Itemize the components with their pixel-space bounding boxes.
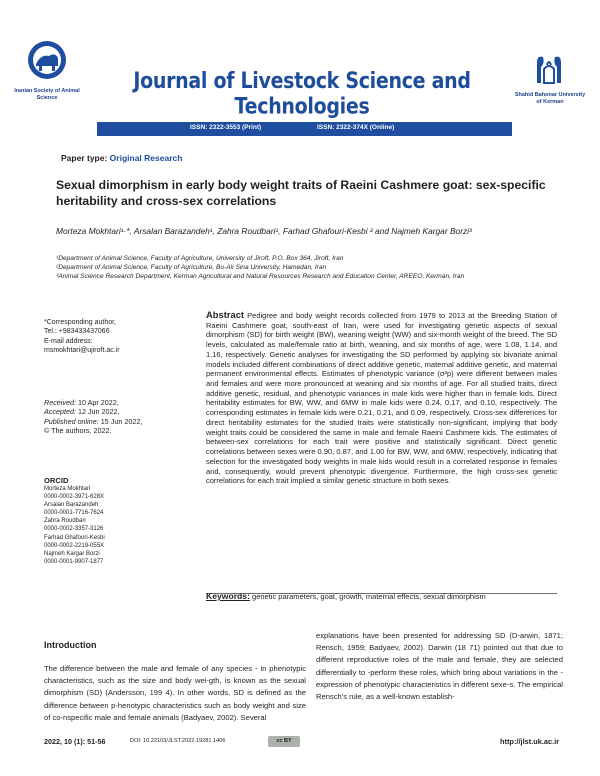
orcid-entry[interactable]: 0000-0002-3357-3126 xyxy=(44,526,104,533)
paper-type-value: Original Research xyxy=(109,153,183,163)
journal-header xyxy=(0,0,600,150)
published-label: Published online: xyxy=(44,416,99,426)
orcid-entry[interactable]: 0000-0002-3971-628X xyxy=(44,494,105,501)
cc-license-badge[interactable]: cc BY xyxy=(268,736,300,747)
published-value: 15 Jun 2022, xyxy=(100,416,143,426)
orcid-entry[interactable]: 0000-0001-9907-1877 xyxy=(44,558,104,565)
issn-bar xyxy=(97,122,512,136)
intro-right-column: explanations have been presented for addressing SD (D-arwin, 1871; Rensch, 1959; Badyaev, 2002). Darwin (18 71) pointed out that due to different reproductive roles of the male and female, they are selected differentially to -perform these roles, which bring about variations in the -expression of phenotypic characteristics in different sexe-s. The empirical Rensch's rule, as a well-known establish- xyxy=(316,631,563,702)
keywords-label: Keywords: xyxy=(206,591,250,601)
orcid-entry: Najmeh Kargar Borzi xyxy=(44,550,100,557)
issn-online: ISSN: 2322-374X (Online) xyxy=(317,124,395,131)
affiliations xyxy=(56,254,556,281)
orcid-block xyxy=(44,476,194,566)
footer-citation: 2022, 10 (1): 51-56 xyxy=(44,737,106,746)
corresponding-author-label: *Corresponding author, xyxy=(44,319,116,326)
university-logo-caption: Shahid Bahonar University of Kerman xyxy=(514,92,586,105)
affiliation-2: ²Department of Animal Science, Faculty of Agriculture, Bu-Ali Sina University, Hamedan, Iran xyxy=(56,264,327,271)
footer-doi[interactable]: DOI: 10.22103/JLST.2022.19281.1406 xyxy=(130,738,226,744)
received-date xyxy=(44,398,194,407)
received-label: Received: xyxy=(44,398,76,407)
orcid-heading: ORCID xyxy=(44,476,69,485)
orcid-entry: Morteza Mokhtari xyxy=(44,486,91,492)
society-logo-caption: Iranian Society of Animal Science xyxy=(14,88,80,101)
introduction-heading: Introduction xyxy=(44,640,97,650)
accepted-date xyxy=(44,407,194,416)
footer-url[interactable]: http://jlst.uk.ac.ir xyxy=(500,737,560,746)
accepted-value: 12 Jun 2022, xyxy=(77,407,120,417)
article-title: Sexual dimorphism in early body weight traits of Raeini Cashmere goat: sex-specific heritability and cross-sex correlations xyxy=(56,178,546,208)
page-footer xyxy=(0,735,600,749)
correspondence-block xyxy=(44,318,194,355)
abstract-text: Pedigree and body weight records collected from 1979 to 2013 at the Breeding Station of Raeini Cashmere goat, south-east of Iran, were used for investigating genetic aspects of sexual dimorphism (SD) for birth weight (BW), weaning weight (WW) and six-month weight of the breed. The SD levels, calculated as male/female ratio at birth, weaning, and six months of age, were 1.08, 1.14, and 1.16, respectively. Genetic analyses for investigating the SD performed by applying six bivariate animal models included different combinations of direct additive genetic, maternal additive genetic, and maternal permanent environmental effects. Estimates of phenotypic variance (σ²p) were different between males and females and were more pronounced at weaning and six months of age. For all studied traits, direct additive genetic, residual, and phenotypic variances in male kids were higher than in female kids. Direct heritability estimates for BW, WW, and 6MW in male kids were 0.24, 0.17, and 0.10, respectively. The corresponding estimates in female kids were 0.21, 0.21, and 0.09, respectively. Cross-sex differences for direct heritability estimates for the studied traits were statistically non-significant, implying that body weight traits could be considered the same in male and female Raeini Cashmere kids. The estimates of between-sex correlations for each trait were positive and statistically significant. Direct genetic correlations between sexes were 0.90, 0.87, and 1.00 for BW, WW, and 6MW, respectively, indicating that selection for the investigated body weights in male kids would result in a correlated response in females and, consequently, would prevent phenotypic divergence. Furthermore, the high cross-sex genetic correlations for each trait implied a similar genetic structure in both sexes. xyxy=(206,311,557,486)
email-label: E-mail address: xyxy=(44,337,93,345)
orcid-entry: Zahra Roudbari xyxy=(44,518,86,525)
copyright: © The authors, 2022. xyxy=(44,426,112,436)
journal-title: Journal of Livestock Science and Technologies xyxy=(133,68,471,120)
accepted-label: Accepted: xyxy=(44,407,76,417)
affiliation-1: ¹Department of Animal Science, Faculty of Agriculture, University of Jiroft, P.O. Box 364, Jiroft, Iran xyxy=(56,255,344,262)
orcid-entry: Arsalan Barazandeh xyxy=(44,502,99,509)
abstract-label: Abstract xyxy=(206,309,245,320)
paper-type xyxy=(61,153,182,163)
paper-type-label: Paper type: xyxy=(61,153,108,163)
society-logo-icon xyxy=(27,40,67,80)
published-date xyxy=(44,417,194,426)
author-list: Morteza Mokhtari¹·*, Arsalan Barazandeh¹, Zahra Roudbari¹, Farhad Ghafouri-Kesbi ² and Najmeh Kargar Borzi³ xyxy=(56,226,472,236)
issn-print: ISSN: 2322-3553 (Print) xyxy=(190,124,262,131)
orcid-entry[interactable]: 0000-0001-7716-7624 xyxy=(44,510,104,517)
keywords-text: genetic parameters, goat, growth, maternal effects, sexual dimorphism xyxy=(252,592,486,601)
received-value: 10 Apr 2022, xyxy=(77,398,119,407)
corresponding-phone: Tel.: +983433437066 xyxy=(44,328,110,336)
university-logo-icon xyxy=(533,53,565,87)
intro-left-column: The difference between the male and female of any species - in phenotypic characteristics, such as the size and body wei-gth, is known as the sexual dimorphism (SD) (Andersson, 199 4). In other words, SD is defined as the difference between p-henotypic characteristics such as body weight and size of co-nspecific male and female animals (Badyaev, 2002). Several xyxy=(44,664,306,722)
orcid-entry[interactable]: 0000-0002-2219-055X xyxy=(44,542,105,549)
abstract xyxy=(206,310,557,486)
dates-block xyxy=(44,398,194,436)
orcid-entry: Farhad Ghafouri-Kesbi xyxy=(44,534,105,541)
keywords xyxy=(206,592,557,602)
affiliation-3: ³Animal Science Research Department, Kerman Agricultural and Natural Resources Research and Education Center, AREEO, Kerman, Iran xyxy=(56,273,465,280)
email-address[interactable]: msmokhtari@ujiroft.ac.ir xyxy=(44,346,120,354)
